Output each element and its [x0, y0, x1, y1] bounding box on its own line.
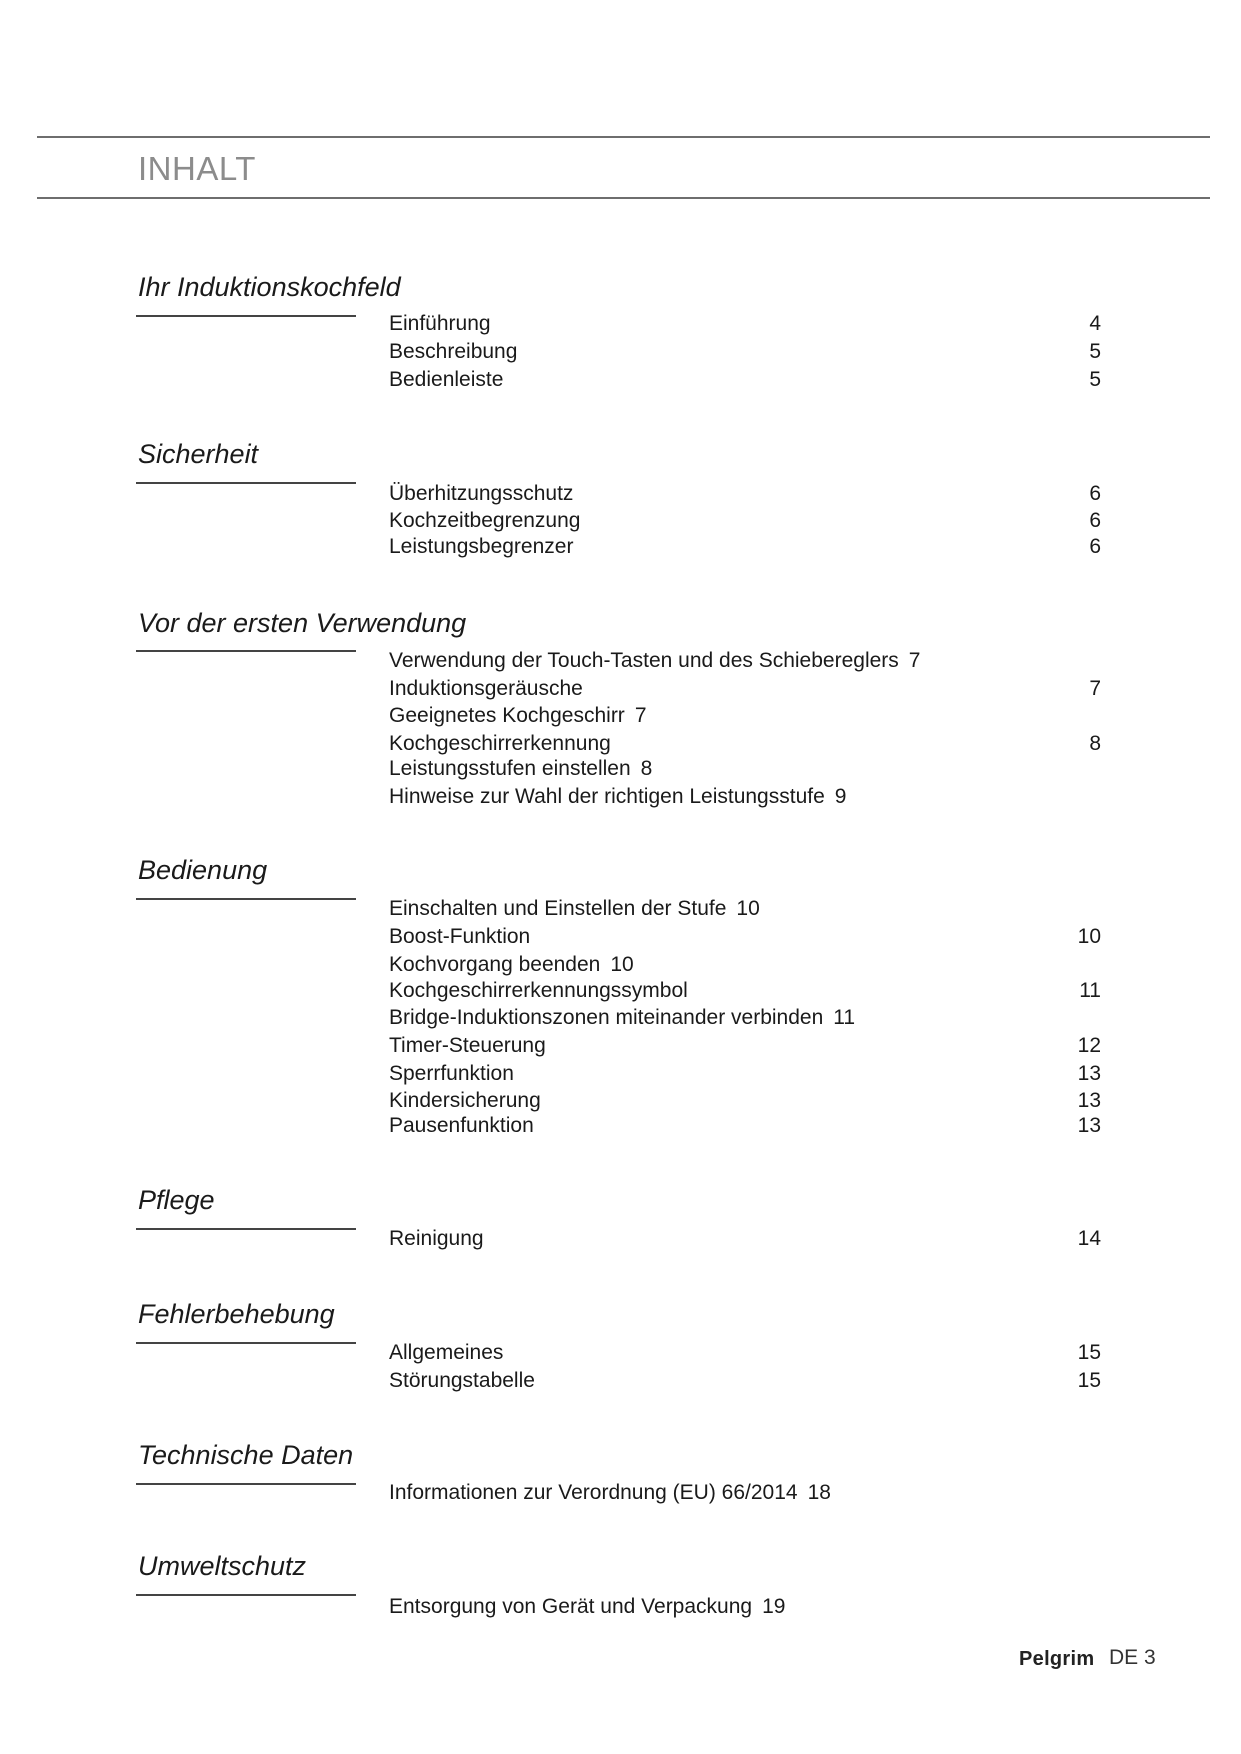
toc-entry-kochgeschirrerkennung[interactable]: Kochgeschirrerkennung [389, 732, 611, 755]
section-rule [136, 1483, 356, 1485]
section-rule [136, 650, 356, 652]
brand-logo: Pelgrim [1019, 1648, 1095, 1670]
toc-entry-induktionsgeraeusche[interactable]: Induktionsgeräusche [389, 677, 583, 700]
toc-entry-touch-tasten[interactable] [389, 649, 920, 673]
page-number-label: DE 3 [1109, 1646, 1156, 1669]
toc-page-number: 10 [736, 897, 760, 920]
toc-entry-label: Einschalten und Einstellen der Stufe [389, 897, 727, 920]
toc-page-number: 4 [1089, 312, 1101, 335]
toc-entry-kochzeitbegrenzung[interactable]: Kochzeitbegrenzung [389, 509, 581, 532]
page-title: INHALT [138, 150, 256, 187]
toc-page-number: 6 [1089, 535, 1101, 558]
toc-page-number: 7 [1089, 677, 1101, 700]
toc-entry-sperrfunktion[interactable]: Sperrfunktion [389, 1062, 514, 1085]
section-rule [136, 1594, 356, 1596]
toc-entry-label: Verwendung der Touch-Tasten und des Schiebereglers [389, 649, 899, 672]
toc-entry-geeignetes-kochgeschirr[interactable] [389, 704, 647, 728]
toc-entry-label: Leistungsstufen einstellen [389, 757, 631, 780]
toc-entry-einfuehrung[interactable]: Einführung [389, 312, 491, 335]
section-rule [136, 898, 356, 900]
toc-page-number: 10 [610, 953, 634, 976]
toc-page-number: 8 [1089, 732, 1101, 755]
toc-entry-label: Entsorgung von Gerät und Verpackung [389, 1595, 753, 1618]
toc-entry-beschreibung[interactable]: Beschreibung [389, 340, 518, 363]
toc-entry-label: Bridge-Induktionszonen miteinander verbinden [389, 1006, 824, 1029]
toc-entry-entsorgung[interactable] [389, 1595, 785, 1619]
toc-entry-leistungsbegrenzer[interactable]: Leistungsbegrenzer [389, 535, 574, 558]
toc-page-number: 14 [1077, 1227, 1101, 1250]
toc-page-number: 18 [807, 1481, 831, 1504]
header-rule-bottom [37, 197, 1210, 199]
toc-entry-timer-steuerung[interactable]: Timer-Steuerung [389, 1034, 546, 1057]
toc-entry-pausenfunktion[interactable]: Pausenfunktion [389, 1114, 534, 1137]
section-rule [136, 1342, 356, 1344]
section-rule [136, 1228, 356, 1230]
section-heading-technische-daten: Technische Daten [138, 1440, 354, 1470]
toc-entry-bridge-induktionszonen[interactable] [389, 1006, 855, 1030]
toc-entry-kindersicherung[interactable]: Kindersicherung [389, 1089, 541, 1112]
section-rule [136, 482, 356, 484]
section-heading-umweltschutz: Umweltschutz [138, 1551, 307, 1581]
toc-page-number: 11 [1079, 979, 1101, 1002]
section-heading-ihr-induktionskochfeld: Ihr Induktionskochfeld [138, 272, 401, 302]
toc-page-number: 6 [1089, 509, 1101, 532]
toc-page-number: 10 [1077, 925, 1101, 948]
section-heading-vor-der-ersten-verwendung: Vor der ersten Verwendung [138, 608, 467, 638]
toc-entry-label: Informationen zur Verordnung (EU) 66/2014 [389, 1481, 798, 1504]
toc-entry-einschalten[interactable] [389, 897, 760, 921]
toc-entry-kochvorgang-beenden[interactable] [389, 953, 634, 977]
toc-entry-label: Geeignetes Kochgeschirr [389, 704, 625, 727]
toc-page-number: 7 [908, 649, 921, 672]
toc-page-number: 5 [1089, 340, 1101, 363]
header-rule-top [37, 136, 1210, 138]
toc-entry-boost-funktion[interactable]: Boost-Funktion [389, 925, 531, 948]
section-heading-pflege: Pflege [138, 1185, 215, 1215]
toc-page-number: 15 [1077, 1341, 1101, 1364]
toc-entry-verordnung-eu[interactable] [389, 1481, 831, 1505]
section-heading-bedienung: Bedienung [138, 855, 268, 885]
toc-entry-ueberhitzungsschutz[interactable]: Überhitzungsschutz [389, 482, 574, 505]
toc-entry-stoerungstabelle[interactable]: Störungstabelle [389, 1369, 535, 1392]
toc-page-number: 15 [1077, 1369, 1101, 1392]
toc-page-number: 13 [1077, 1089, 1101, 1112]
toc-page-number: 19 [762, 1595, 786, 1618]
toc-page-number: 6 [1089, 482, 1101, 505]
section-rule [136, 315, 356, 317]
toc-page-number: 9 [834, 785, 847, 808]
toc-entry-bedienleiste[interactable]: Bedienleiste [389, 368, 504, 391]
section-heading-fehlerbehebung: Fehlerbehebung [138, 1299, 335, 1329]
toc-page-number: 13 [1077, 1062, 1101, 1085]
toc-entry-allgemeines[interactable]: Allgemeines [389, 1341, 504, 1364]
toc-page-number: 8 [640, 757, 653, 780]
toc-page-number: 11 [833, 1006, 856, 1029]
toc-entry-label: Kochvorgang beenden [389, 953, 601, 976]
toc-page-number: 7 [634, 704, 647, 727]
section-heading-sicherheit: Sicherheit [138, 439, 259, 469]
toc-page-number: 5 [1089, 368, 1101, 391]
toc-entry-hinweise-leistungsstufe[interactable] [389, 785, 846, 809]
toc-entry-leistungsstufen-einstellen[interactable] [389, 757, 652, 781]
toc-entry-reinigung[interactable]: Reinigung [389, 1227, 484, 1250]
toc-page-number: 13 [1077, 1114, 1101, 1137]
toc-page-number: 12 [1077, 1034, 1101, 1057]
toc-entry-label: Hinweise zur Wahl der richtigen Leistungsstufe [389, 785, 825, 808]
toc-entry-kochgeschirrerkennungssymbol[interactable]: Kochgeschirrerkennungssymbol [389, 979, 688, 1002]
